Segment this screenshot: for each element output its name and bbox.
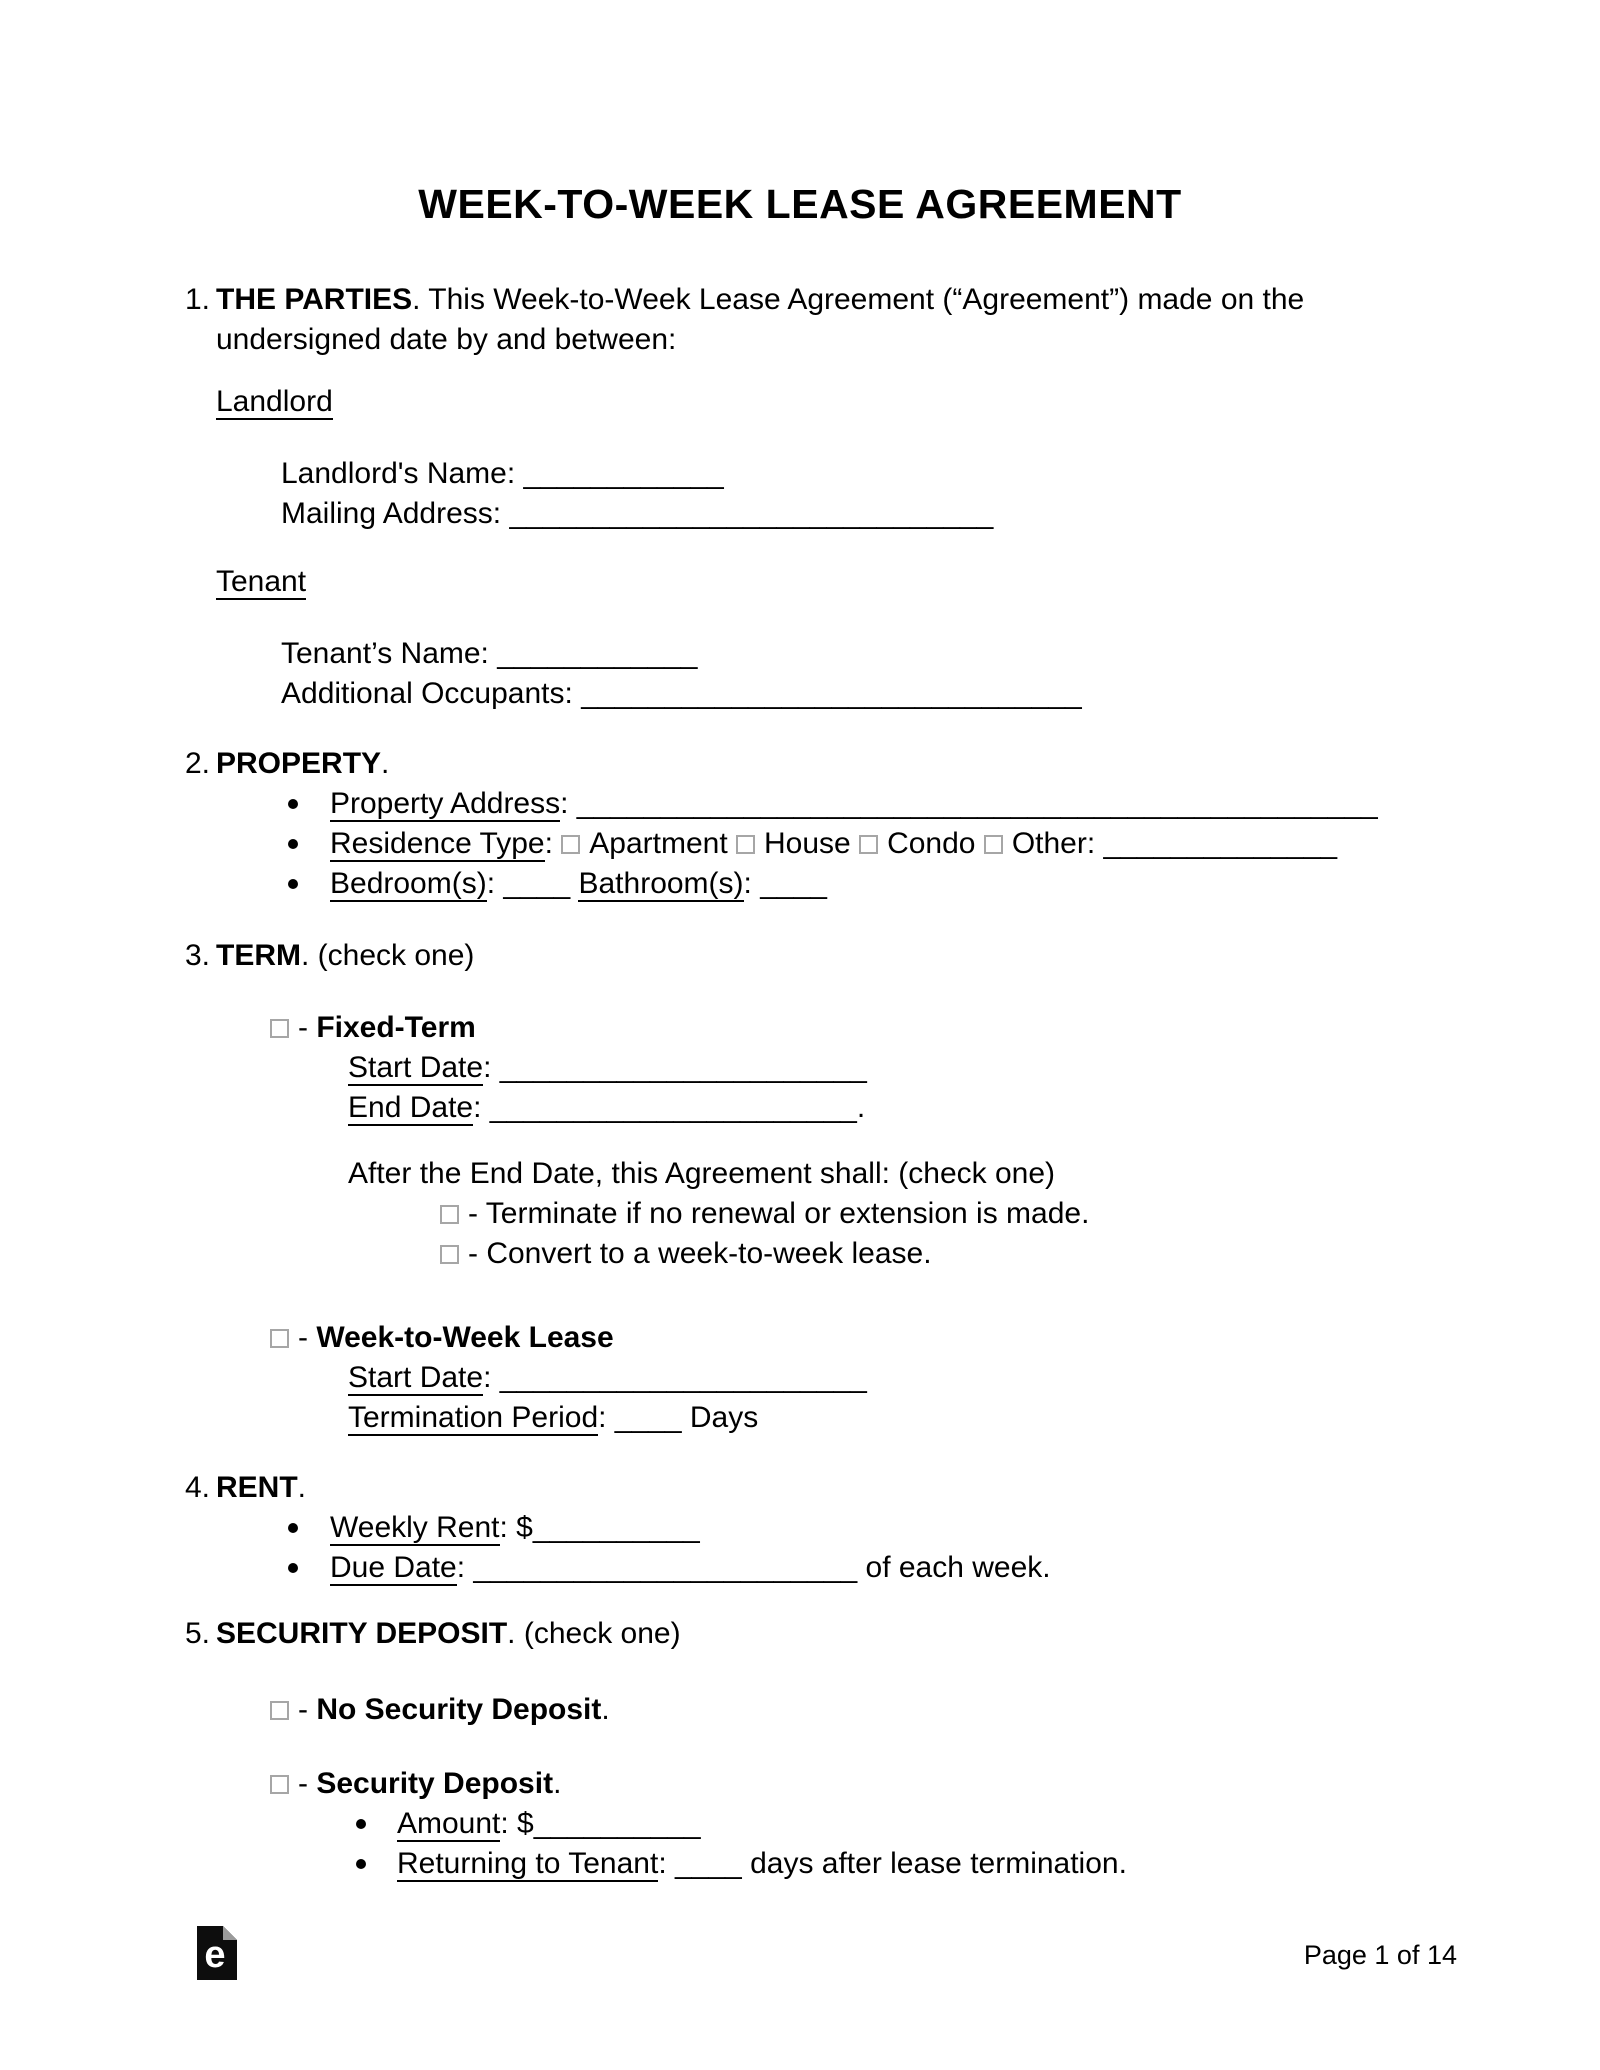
section-title-tail: . (check one) bbox=[301, 939, 475, 972]
deposit-amount-row bbox=[0, 1804, 1600, 1844]
due-date-blank[interactable]: _______________________ bbox=[473, 1551, 858, 1584]
no-security-deposit-row bbox=[0, 1690, 1600, 1730]
bedrooms-bathrooms-row bbox=[0, 864, 1600, 904]
section-intro-text: . This Week-to-Week Lease Agreement (“Agreement”) made on the bbox=[412, 283, 1305, 316]
mailing-address-row bbox=[0, 494, 1600, 534]
tenant-name-blank[interactable]: ____________ bbox=[497, 637, 698, 670]
apartment-checkbox[interactable] bbox=[561, 835, 580, 854]
condo-checkbox[interactable] bbox=[859, 835, 878, 854]
week-to-week-label: Week-to-Week Lease bbox=[316, 1321, 614, 1354]
section-number: 3. bbox=[185, 939, 211, 972]
tenant-name-label: Tenant’s Name: bbox=[281, 637, 498, 670]
other-residence-blank[interactable]: ______________ bbox=[1103, 827, 1338, 860]
end-date-tail: . bbox=[856, 1091, 866, 1124]
bathrooms-label: Bathroom(s) bbox=[578, 867, 744, 900]
deposit-amount-blank[interactable]: __________ bbox=[533, 1807, 701, 1840]
bedrooms-blank[interactable]: ____ bbox=[503, 867, 571, 900]
dash: - bbox=[468, 1197, 486, 1230]
weekly-rent-blank[interactable]: __________ bbox=[532, 1511, 700, 1544]
additional-occupants-blank[interactable]: ______________________________ bbox=[581, 677, 1082, 710]
house-checkbox[interactable] bbox=[736, 835, 755, 854]
start-date-label: Start Date bbox=[348, 1361, 484, 1394]
fixed-end-date-row bbox=[0, 1088, 1600, 1128]
property-address-label: Property Address bbox=[330, 787, 561, 820]
termination-period-blank[interactable]: ____ bbox=[614, 1401, 682, 1434]
terminate-checkbox[interactable] bbox=[440, 1205, 459, 1224]
eforms-logo-icon bbox=[197, 1926, 237, 1980]
returning-to-tenant-tail: days after lease termination. bbox=[741, 1847, 1127, 1880]
dash: - bbox=[298, 1767, 317, 1800]
bedrooms-sep: : bbox=[486, 867, 504, 900]
section-title-tail: . bbox=[381, 747, 390, 780]
landlord-name-label: Landlord's Name: bbox=[281, 457, 524, 490]
house-option-label: House bbox=[764, 827, 851, 860]
convert-checkbox[interactable] bbox=[440, 1245, 459, 1264]
section-title: SECURITY DEPOSIT bbox=[216, 1617, 508, 1650]
section-title-tail: . bbox=[297, 1471, 307, 1504]
no-security-deposit-checkbox[interactable] bbox=[270, 1701, 289, 1720]
section-number: 1. bbox=[185, 283, 211, 316]
deposit-amount-label: Amount bbox=[397, 1807, 501, 1840]
returning-to-tenant-blank[interactable]: ____ bbox=[674, 1847, 742, 1880]
start-date-sep: : bbox=[483, 1051, 500, 1084]
bedrooms-label: Bedroom(s) bbox=[330, 867, 487, 900]
bullet-icon bbox=[288, 1523, 298, 1533]
page-number: Page 1 of 14 bbox=[1303, 1940, 1457, 1970]
terminate-option-label: Terminate if no renewal or extension is made. bbox=[485, 1197, 1090, 1230]
due-date-row bbox=[0, 1548, 1600, 1588]
fixed-start-date-row bbox=[0, 1048, 1600, 1088]
dash: - bbox=[298, 1011, 317, 1044]
security-deposit-row bbox=[0, 1764, 1600, 1804]
end-date-sep: : bbox=[473, 1091, 490, 1124]
w2w-start-date-blank[interactable]: ______________________ bbox=[499, 1361, 867, 1394]
returning-to-tenant-row bbox=[0, 1844, 1600, 1884]
bullet-icon bbox=[288, 839, 298, 849]
additional-occupants-label: Additional Occupants: bbox=[281, 677, 582, 710]
section-property bbox=[0, 744, 1600, 784]
tenant-subsection bbox=[0, 562, 1600, 602]
property-address-blank[interactable]: ________________________________________________ bbox=[576, 787, 1378, 820]
due-date-sep: : bbox=[456, 1551, 474, 1584]
landlord-name-blank[interactable]: ____________ bbox=[523, 457, 724, 490]
section-the-parties bbox=[0, 280, 1600, 360]
dash: - bbox=[298, 1693, 317, 1726]
end-date-label: End Date bbox=[348, 1091, 474, 1124]
dash: - bbox=[468, 1237, 487, 1270]
termination-period-tail: Days bbox=[681, 1401, 759, 1434]
deposit-amount-sep: : $ bbox=[500, 1807, 534, 1840]
weekly-rent-sep: : $ bbox=[499, 1511, 533, 1544]
section-rent bbox=[0, 1468, 1600, 1508]
apartment-option-label: Apartment bbox=[589, 827, 728, 860]
termination-period-sep: : bbox=[598, 1401, 615, 1434]
weekly-rent-row bbox=[0, 1508, 1600, 1548]
section-number: 4. bbox=[185, 1471, 211, 1504]
returning-to-tenant-sep: : bbox=[658, 1847, 675, 1880]
no-security-deposit-label: No Security Deposit bbox=[316, 1693, 602, 1726]
convert-option-label: Convert to a week-to-week lease. bbox=[486, 1237, 932, 1270]
fixed-term-label: Fixed-Term bbox=[316, 1011, 476, 1044]
w2w-start-date-row bbox=[0, 1358, 1600, 1398]
termination-period-row bbox=[0, 1398, 1600, 1438]
logo-letter: e bbox=[204, 1934, 226, 1976]
security-deposit-tail: . bbox=[553, 1767, 562, 1800]
section-heading-line bbox=[216, 283, 1304, 316]
mailing-address-blank[interactable]: _____________________________ bbox=[509, 497, 994, 530]
residence-type-sep: : bbox=[544, 827, 562, 860]
additional-occupants-row bbox=[0, 674, 1600, 714]
bathrooms-sep: : bbox=[743, 867, 761, 900]
section-term bbox=[0, 936, 1600, 976]
section-number: 5. bbox=[185, 1617, 211, 1650]
convert-option-row bbox=[0, 1234, 1600, 1274]
fixed-end-date-blank[interactable]: ______________________ bbox=[489, 1091, 857, 1124]
tenant-name-row bbox=[0, 634, 1600, 674]
residence-type-row bbox=[0, 824, 1600, 864]
fixed-term-option-row bbox=[0, 1008, 1600, 1048]
bathrooms-blank[interactable]: ____ bbox=[760, 867, 827, 900]
section-title: RENT bbox=[216, 1471, 298, 1504]
residence-type-label: Residence Type bbox=[330, 827, 545, 860]
section-title: TERM bbox=[216, 939, 301, 972]
landlord-heading: Landlord bbox=[216, 385, 333, 418]
section-title-tail: . (check one) bbox=[507, 1617, 681, 1650]
after-end-date-text: After the End Date, this Agreement shall: (check one) bbox=[348, 1157, 1056, 1190]
weekly-rent-label: Weekly Rent bbox=[330, 1511, 500, 1544]
bullet-icon bbox=[288, 879, 298, 889]
no-security-deposit-tail: . bbox=[601, 1693, 610, 1726]
landlord-subsection bbox=[0, 382, 1600, 422]
security-deposit-label: Security Deposit bbox=[316, 1767, 554, 1800]
tenant-heading: Tenant bbox=[216, 565, 307, 598]
due-date-label: Due Date bbox=[330, 1551, 457, 1584]
week-to-week-option-row bbox=[0, 1318, 1600, 1358]
landlord-name-row bbox=[0, 454, 1600, 494]
due-date-tail: of each week. bbox=[857, 1551, 1051, 1584]
mailing-address-label: Mailing Address: bbox=[281, 497, 510, 530]
fixed-start-date-blank[interactable]: ______________________ bbox=[499, 1051, 867, 1084]
security-deposit-checkbox[interactable] bbox=[270, 1775, 289, 1794]
property-address-sep: : bbox=[560, 787, 577, 820]
bullet-icon bbox=[356, 1859, 366, 1869]
document-title: WEEK-TO-WEEK LEASE AGREEMENT bbox=[418, 181, 1182, 227]
bullet-icon bbox=[356, 1819, 366, 1829]
condo-option-label: Condo bbox=[887, 827, 976, 860]
section-security-deposit bbox=[0, 1614, 1600, 1654]
week-to-week-checkbox[interactable] bbox=[270, 1329, 289, 1348]
other-option-label: Other: bbox=[1011, 827, 1104, 860]
bullet-icon bbox=[288, 799, 298, 809]
fixed-term-checkbox[interactable] bbox=[270, 1019, 289, 1038]
termination-period-label: Termination Period bbox=[348, 1401, 599, 1434]
bullet-icon bbox=[288, 1563, 298, 1573]
section-title: PROPERTY bbox=[216, 747, 382, 780]
section-number: 2. bbox=[185, 747, 211, 780]
start-date-label: Start Date bbox=[348, 1051, 484, 1084]
section-title: THE PARTIES bbox=[216, 283, 413, 316]
property-address-row bbox=[0, 784, 1600, 824]
start-date-sep: : bbox=[483, 1361, 500, 1394]
other-checkbox[interactable] bbox=[984, 835, 1003, 854]
section-intro-text-line2: undersigned date by and between: bbox=[216, 323, 677, 356]
terminate-option-row bbox=[0, 1194, 1600, 1234]
dash: - bbox=[298, 1321, 317, 1354]
returning-to-tenant-label: Returning to Tenant bbox=[397, 1847, 659, 1880]
